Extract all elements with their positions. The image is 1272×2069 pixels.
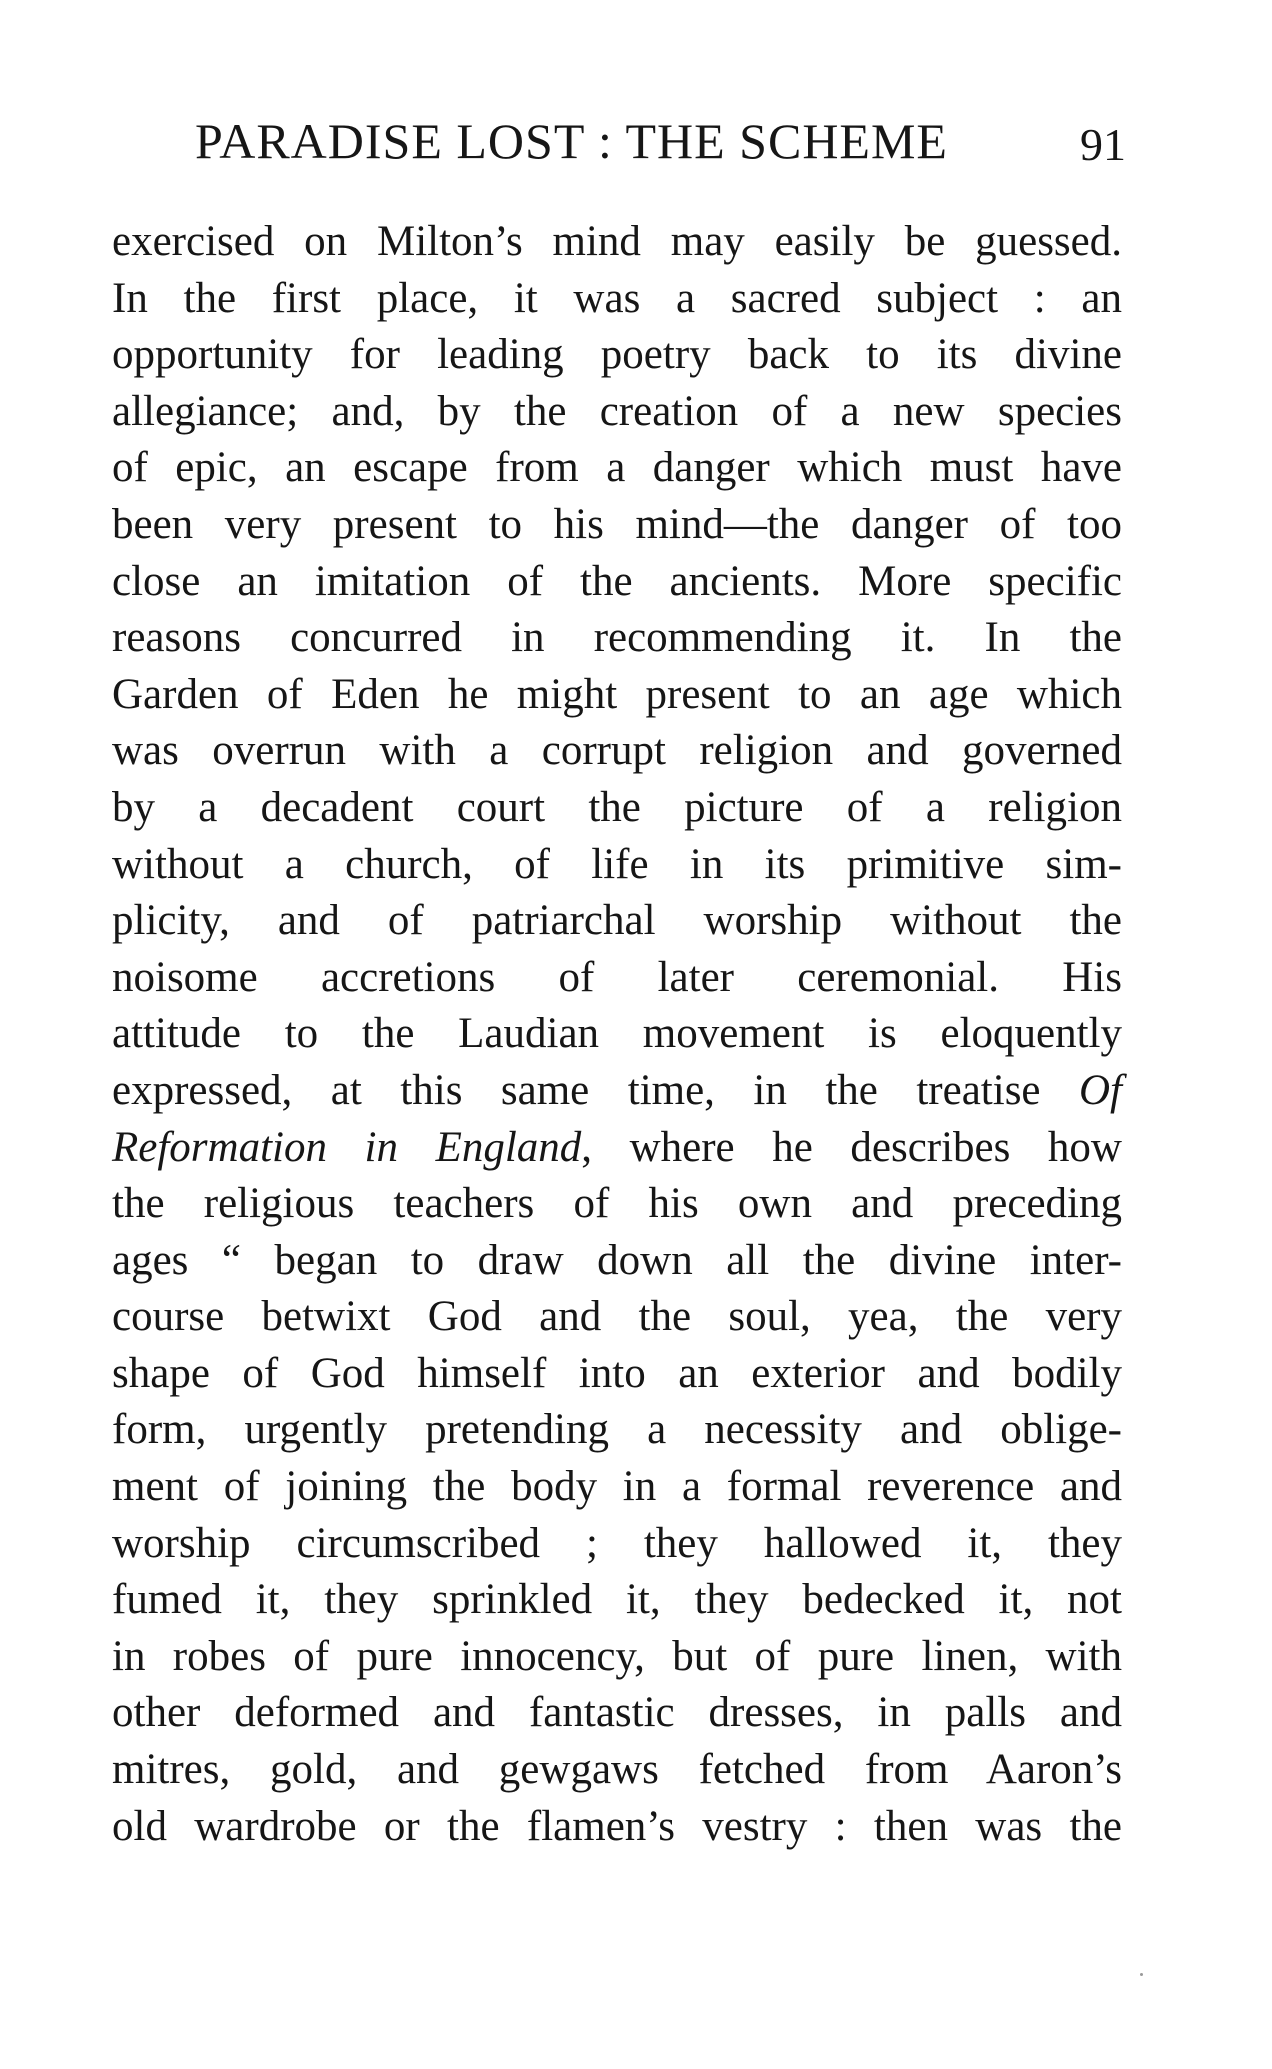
text-line: Garden of Eden he might present to an age which: [112, 670, 1122, 718]
text-line: plicity, and of patriarchal worship without the: [112, 897, 1122, 945]
text-line: fumed it, they sprinkled it, they bedecked it, not: [112, 1576, 1122, 1624]
text-line: allegiance; and, by the creation of a new species: [112, 387, 1122, 435]
paper-speck: [1140, 1973, 1143, 1976]
text-line: worship circumscribed ; they hallowed it, they: [112, 1519, 1122, 1567]
text-line: by a decadent court the picture of a religion: [112, 783, 1122, 831]
text-line: noisome accretions of later ceremonial. His: [112, 953, 1122, 1001]
text-line: of epic, an escape from a danger which must have: [112, 444, 1122, 492]
text-line: other deformed and fantastic dresses, in palls and: [112, 1689, 1122, 1737]
text-line: mitres, gold, and gewgaws fetched from Aaron’s: [112, 1746, 1122, 1794]
running-head: [195, 112, 1126, 182]
italic-title-end: Reformation in England: [112, 1123, 582, 1171]
text-line: been very present to his mind—the danger of too: [112, 500, 1122, 548]
text-line: in robes of pure innocency, but of pure linen, with: [112, 1632, 1122, 1680]
text-line: close an imitation of the ancients. More specific: [112, 557, 1122, 605]
text-line: expressed, at this same time, in the treatise Of: [112, 1066, 1123, 1114]
text-line: ment of joining the body in a formal reverence and: [112, 1463, 1122, 1511]
text-line: opportunity for leading poetry back to its divine: [112, 331, 1122, 379]
text-fragment: , where he describes how: [581, 1123, 1122, 1171]
text-line: form, urgently pretending a necessity and oblige-: [112, 1406, 1122, 1454]
text-line: shape of God himself into an exterior and bodily: [112, 1349, 1122, 1397]
italic-title-start: Of: [1040, 1066, 1123, 1114]
text-line: exercised on Milton’s mind may easily be guessed.: [112, 218, 1122, 265]
text-line: attitude to the Laudian movement is eloquently: [112, 1010, 1122, 1058]
text-line: course betwixt God and the soul, yea, the very: [112, 1293, 1122, 1341]
text-line: was overrun with a corrupt religion and governed: [112, 727, 1122, 775]
text-line: the religious teachers of his own and preceding: [112, 1180, 1122, 1228]
text-line: In the first place, it was a sacred subject : an: [112, 274, 1122, 322]
text-line: without a church, of life in its primitive sim-: [112, 840, 1122, 888]
text-line-with-title: [112, 1120, 1122, 1177]
text-line: old wardrobe or the flamen’s vestry : then was the: [112, 1802, 1122, 1850]
text-line: reasons concurred in recommending it. In the: [112, 614, 1122, 662]
running-title: PARADISE LOST : THE SCHEME: [195, 113, 948, 169]
text-line: ages “ began to draw down all the divine inter-: [112, 1236, 1122, 1284]
body-text: [112, 214, 1122, 1855]
page-number: 91: [1080, 119, 1126, 170]
